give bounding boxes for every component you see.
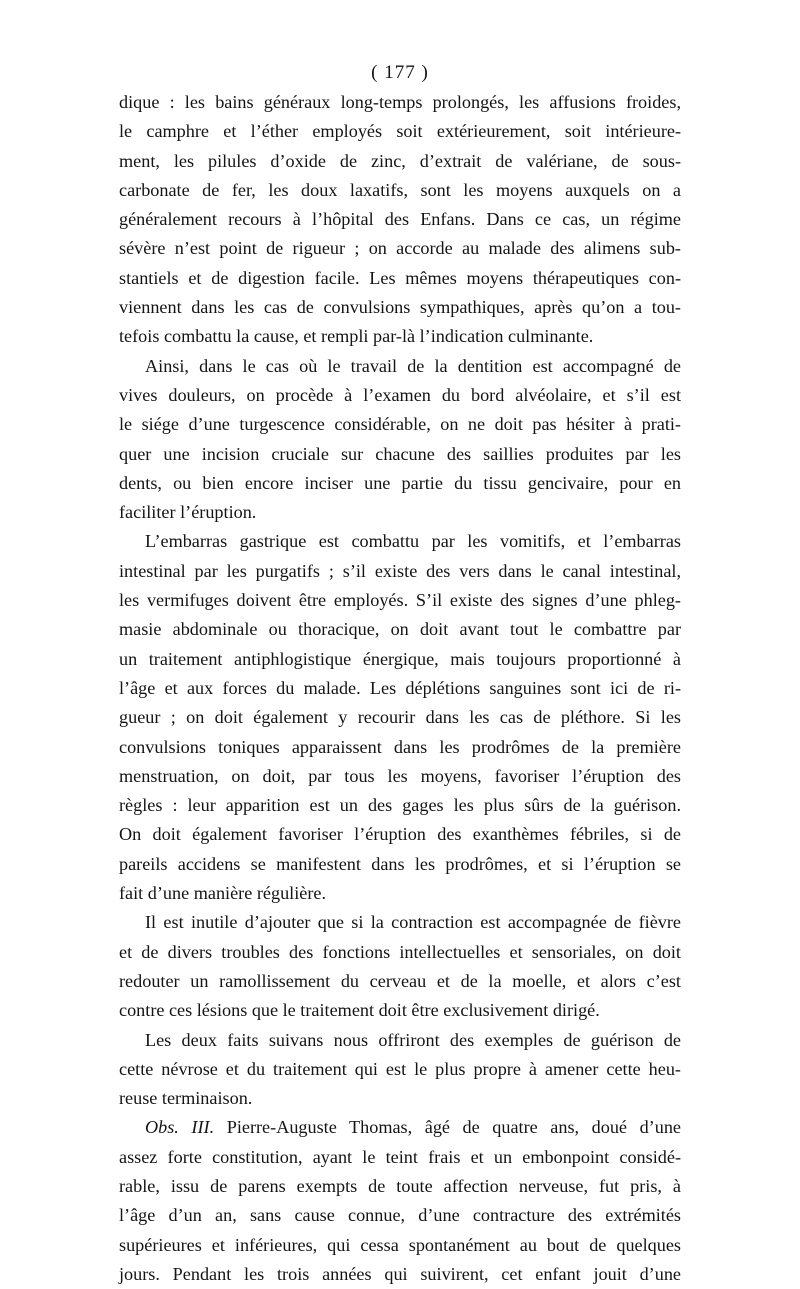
text-line: viennent dans les cas de convulsions sympathiques, après qu’on a tou- <box>119 297 681 318</box>
text-line: l’âge d’un an, sans cause connue, d’une contracture des extrémités <box>119 1205 681 1226</box>
text-line: supérieures et inférieures, qui cessa spontanément au bout de quelques <box>119 1234 681 1255</box>
text-line: les vermifuges doivent être employés. S’il existe des signes d’une phleg- <box>119 590 681 611</box>
text-line: un traitement antiphlogistique énergique, mais toujours proportionné à <box>119 648 681 669</box>
text-line: L’embarras gastrique est combattu par les vomitifs, et l’embarras <box>145 531 681 552</box>
text-line: redouter un ramollissement du cerveau et de la moelle, et alors c’est <box>119 970 681 991</box>
text-line: jours. Pendant les trois années qui suivirent, cet enfant jouit d’une <box>119 1263 681 1284</box>
body-text <box>119 88 681 1289</box>
text-line: ment, les pilules d’oxide de zinc, d’extrait de valériane, de sous- <box>119 150 681 171</box>
text-line: masie abdominale ou thoracique, on doit avant tout le combattre par <box>119 619 681 640</box>
text-line: carbonate de fer, les doux laxatifs, sont les moyens auxquels on a <box>119 179 681 200</box>
text-line: sévère n’est point de rigueur ; on accorde au malade des alimens sub- <box>119 238 681 259</box>
page-number: ( 177 ) <box>371 62 429 83</box>
paragraph <box>119 88 681 352</box>
text-line: l’âge et aux forces du malade. Les déplétions sanguines sont ici de ri- <box>119 677 681 698</box>
text-line: Les deux faits suivans nous offriront des exemples de guérison de <box>145 1029 681 1050</box>
paragraph <box>119 352 681 528</box>
text-line: rable, issu de parens exempts de toute affection nerveuse, fut pris, à <box>119 1175 681 1196</box>
text-line: menstruation, on doit, par tous les moyens, favoriser l’éruption des <box>119 765 681 786</box>
paragraph <box>119 1026 681 1114</box>
text-line: On doit également favoriser l’éruption des exanthèmes fébriles, si de <box>119 824 681 845</box>
text-line: cette névrose et du traitement qui est le plus propre à amener cette heu- <box>119 1058 681 1079</box>
text-line: convulsions toniques apparaissent dans les prodrômes de la première <box>119 736 681 757</box>
text-line: assez forte constitution, ayant le teint frais et un embonpoint considé- <box>119 1146 681 1167</box>
text-line: quer une incision cruciale sur chacune des saillies produites par les <box>119 443 681 464</box>
text-line: et de divers troubles des fonctions intellectuelles et sensoriales, on doit <box>119 941 681 962</box>
text-line: reuse terminaison. <box>119 1088 253 1109</box>
text-line: stantiels et de digestion facile. Les mêmes moyens thérapeutiques con- <box>119 267 681 288</box>
text-line: règles : leur apparition est un des gages les plus sûrs de la guérison. <box>119 795 681 816</box>
paragraph <box>119 908 681 1025</box>
paragraph <box>119 527 681 908</box>
observation-label: Obs. III. <box>145 1117 215 1138</box>
text-line: intestinal par les purgatifs ; s’il existe des vers dans le canal intestinal, <box>119 560 681 581</box>
text-line: le camphre et l’éther employés soit extérieurement, soit intérieure- <box>119 121 681 142</box>
text-line: contre ces lésions que le traitement doit être exclusivement dirigé. <box>119 1000 600 1021</box>
text-line: pareils accidens se manifestent dans les prodrômes, et si l’éruption se <box>119 853 681 874</box>
text-line: Il est inutile d’ajouter que si la contraction est accompagnée de fièvre <box>145 912 681 933</box>
text-line: tefois combattu la cause, et rempli par-là l’indication culminante. <box>119 326 594 347</box>
text-line: dique : les bains généraux long-temps prolongés, les affusions froides, <box>119 92 681 112</box>
text-line: fait d’une manière régulière. <box>119 883 327 904</box>
text-line <box>119 1113 681 1142</box>
text-line: gueur ; on doit également y recourir dans les cas de pléthore. Si les <box>119 707 681 728</box>
observation-paragraph <box>119 1113 681 1289</box>
text-line: le siége d’une turgescence considérable, on ne doit pas hésiter à prati- <box>119 414 681 435</box>
text-line: généralement recours à l’hôpital des Enfans. Dans ce cas, un régime <box>119 209 681 230</box>
observation-text: Pierre-Auguste Thomas, âgé de quatre ans, doué d’une <box>214 1117 681 1138</box>
text-line: vives douleurs, on procède à l’examen du bord alvéolaire, et s’il est <box>119 384 681 405</box>
text-line: faciliter l’éruption. <box>119 502 257 523</box>
text-line: Ainsi, dans le cas où le travail de la dentition est accompagné de <box>145 355 681 376</box>
text-line: dents, ou bien encore inciser une partie du tissu gencivaire, pour en <box>119 472 681 493</box>
